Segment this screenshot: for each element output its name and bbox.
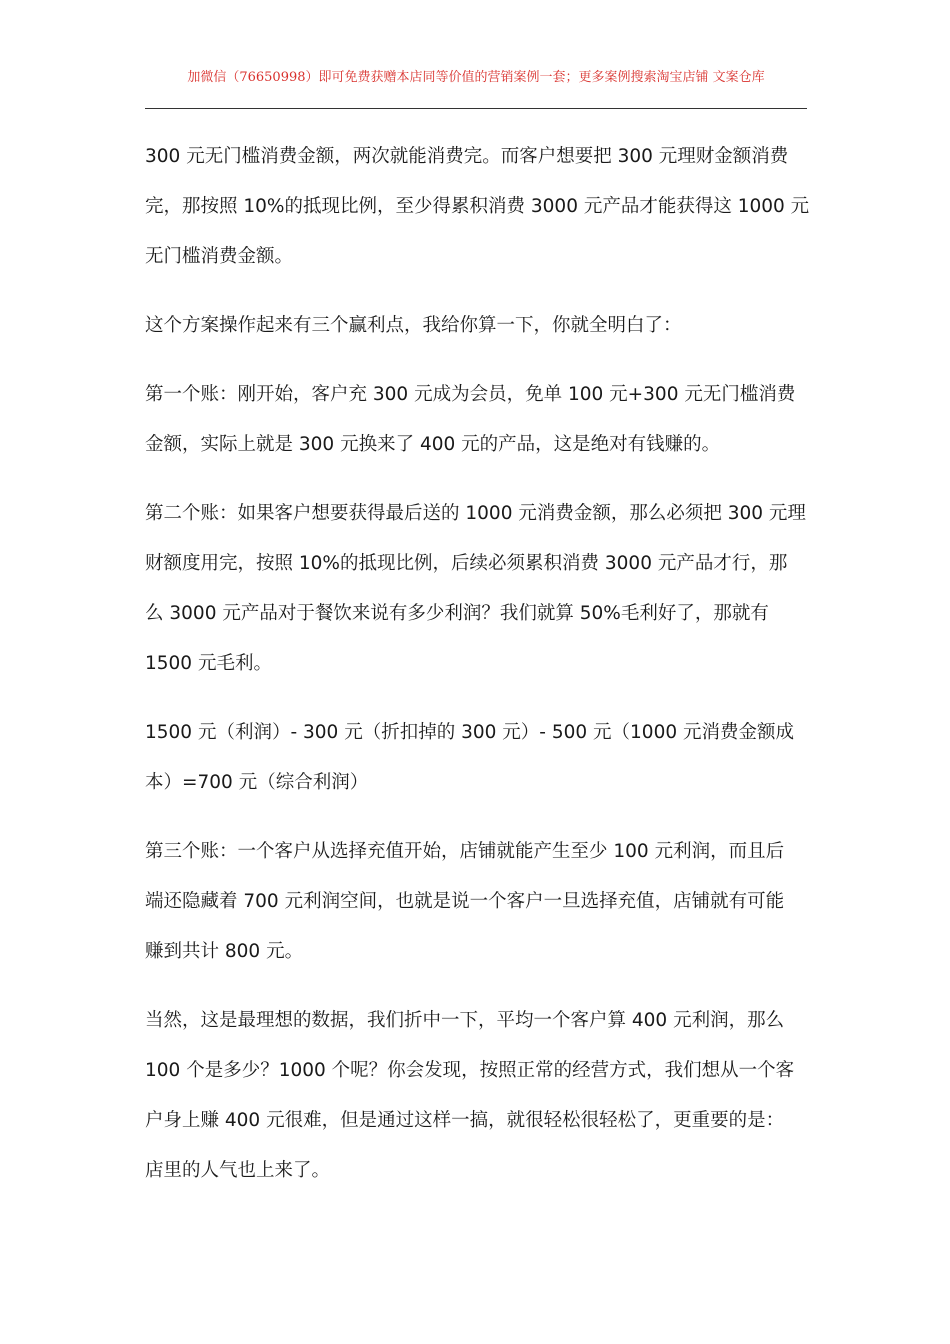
text-line: 户身上赚 400 元很难，但是通过这样一搞，就很轻松很轻松了，更重要的是： [145, 1110, 785, 1131]
text-line: 当然，这是最理想的数据，我们折中一下，平均一个客户算 400 元利润，那么 [145, 1010, 785, 1031]
document-body [145, 132, 809, 1215]
text-line: 这个方案操作起来有三个赢利点，我给你算一下，你就全明白了： [145, 315, 682, 336]
text-line: 金额，实际上就是 300 元换来了 400 元的产品，这是绝对有钱赚的。 [145, 434, 721, 455]
text-line: 赚到共计 800 元。 [145, 941, 304, 962]
paragraph [145, 708, 809, 808]
text-line: 本）=700 元（综合利润） [145, 772, 369, 793]
paragraph [145, 827, 809, 977]
text-line: 无门槛消费金额。 [145, 246, 294, 267]
text-line: 第二个账：如果客户想要获得最后送的 1000 元消费金额，那么必须把 300 元理 [145, 503, 806, 524]
paragraph [145, 996, 809, 1196]
text-line: 1500 元（利润）- 300 元（折扣掉的 300 元）- 500 元（1000 元消费金额成 [145, 722, 794, 743]
header-divider [145, 108, 807, 109]
text-line: 店里的人气也上来了。 [145, 1160, 331, 1181]
text-line: 100 个是多少？1000 个呢？你会发现，按照正常的经营方式，我们想从一个客 [145, 1060, 795, 1081]
paragraph [145, 489, 809, 689]
text-line: 财额度用完，按照 10%的抵现比例，后续必须累积消费 3000 元产品才行，那 [145, 553, 788, 574]
paragraph [145, 132, 809, 282]
page-header: 加微信（76650998）即可免费获赠本店同等价值的营销案例一套；更多案例搜索淘宝店铺 文案仓库 [187, 70, 765, 85]
text-line: 1500 元毛利。 [145, 653, 272, 674]
paragraph [145, 301, 809, 351]
text-line: 端还隐藏着 700 元利润空间，也就是说一个客户一旦选择充值，店铺就有可能 [145, 891, 785, 912]
text-line: 第一个账：刚开始，客户充 300 元成为会员，免单 100 元+300 元无门槛消费 [145, 384, 796, 405]
text-line: 完，那按照 10%的抵现比例，至少得累积消费 3000 元产品才能获得这 1000 元 [145, 196, 810, 217]
text-line: 么 3000 元产品对于餐饮来说有多少利润？我们就算 50%毛利好了，那就有 [145, 603, 769, 624]
text-line: 300 元无门槛消费金额，两次就能消费完。而客户想要把 300 元理财金额消费 [145, 146, 789, 167]
text-line: 第三个账：一个客户从选择充值开始，店铺就能产生至少 100 元利润，而且后 [145, 841, 785, 862]
paragraph [145, 370, 809, 470]
